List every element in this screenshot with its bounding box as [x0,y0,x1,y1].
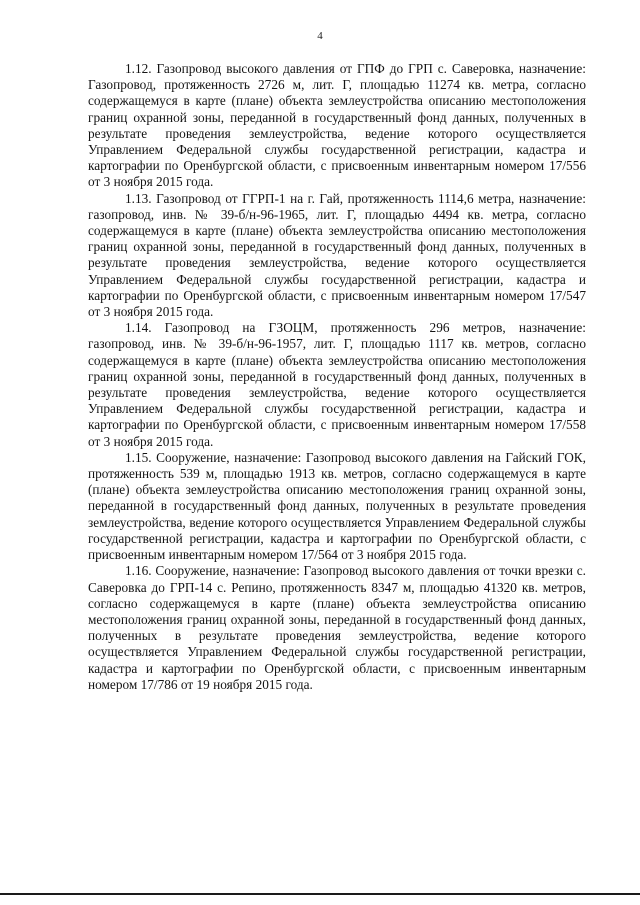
paragraph-1-16: 1.16. Сооружение, назначение: Газопровод высокого давления от точки врезки с. Саверовка до ГРП-14 с. Репино, протяженность 8347 м, площадью 41320 кв. метров, согласно содержащемуся в карте (плане) объекта землеустройства описанию местоположения границ охранной зоны, переданной в государственный фонд данных, полученных в результате проведения землеустройства, ведение которого осуществляется Управлением Федеральной службы государственной регистрации, кадастра и картографии по Оренбургской области, с присвоенным инвентарным номером 17/786 от 19 ноября 2015 года. [88,563,586,692]
paragraph-1-12: 1.12. Газопровод высокого давления от ГПФ до ГРП с. Саверовка, назначение: Газопровод, протяженность 2726 м, лит. Г, площадью 11274 кв. метра, согласно содержащемуся в карте (плане) объекта землеустройства описанию местоположения границ охранной зоны, переданной в государственный фонд данных, полученных в результате проведения землеустройства, ведение которого осуществляется Управлением Федеральной службы государственной регистрации, кадастра и картографии по Оренбургской области, с присвоенным инвентарным номером 17/556 от 3 ноября 2015 года. [88,61,586,190]
paragraph-1-14: 1.14. Газопровод на ГЗОЦМ, протяженность 296 метров, назначение: газопровод, инв. № 39-б/н-96-1957, лит. Г, площадью 1117 кв. метров, согласно содержащемуся в карте (плане) объекта землеустройства описанию местоположения границ охранной зоны, переданной в государственный фонд данных, полученных в результате проведения землеустройства, ведение которого осуществляется Управлением Федеральной службы государственной регистрации, кадастра и картографии по Оренбургской области, с присвоенным инвентарным номером 17/558 от 3 ноября 2015 года. [88,320,586,449]
document-body [88,61,586,693]
paragraph-1-15: 1.15. Сооружение, назначение: Газопровод высокого давления на Гайский ГОК, протяженность 539 м, площадью 1913 кв. метров, согласно содержащемуся в карте (плане) объекта землеустройства описанию местоположения границ охранной зоны, переданной в государственный фонд данных, полученных в результате проведения землеустройства, ведение которого осуществляется Управлением Федеральной службы государственной регистрации, кадастра и картографии по Оренбургской области, с присвоенным инвентарным номером 17/564 от 3 ноября 2015 года. [88,449,586,563]
page-number: 4 [317,30,323,42]
scan-edge-line [0,893,640,895]
paragraph-1-13: 1.13. Газопровод от ГГРП-1 на г. Гай, протяженность 1114,6 метра, назначение: газопровод, инв. № 39-б/н-96-1965, лит. Г, площадью 4494 кв. метра, согласно содержащемуся в карте (плане) объекта землеустройства описанию местоположения границ охранной зоны, переданной в государственный фонд данных, полученных в результате проведения землеустройства, ведение которого осуществляется Управлением Федеральной службы государственной регистрации, кадастра и картографии по Оренбургской области, с присвоенным инвентарным номером 17/547 от 3 ноября 2015 года. [88,190,586,320]
